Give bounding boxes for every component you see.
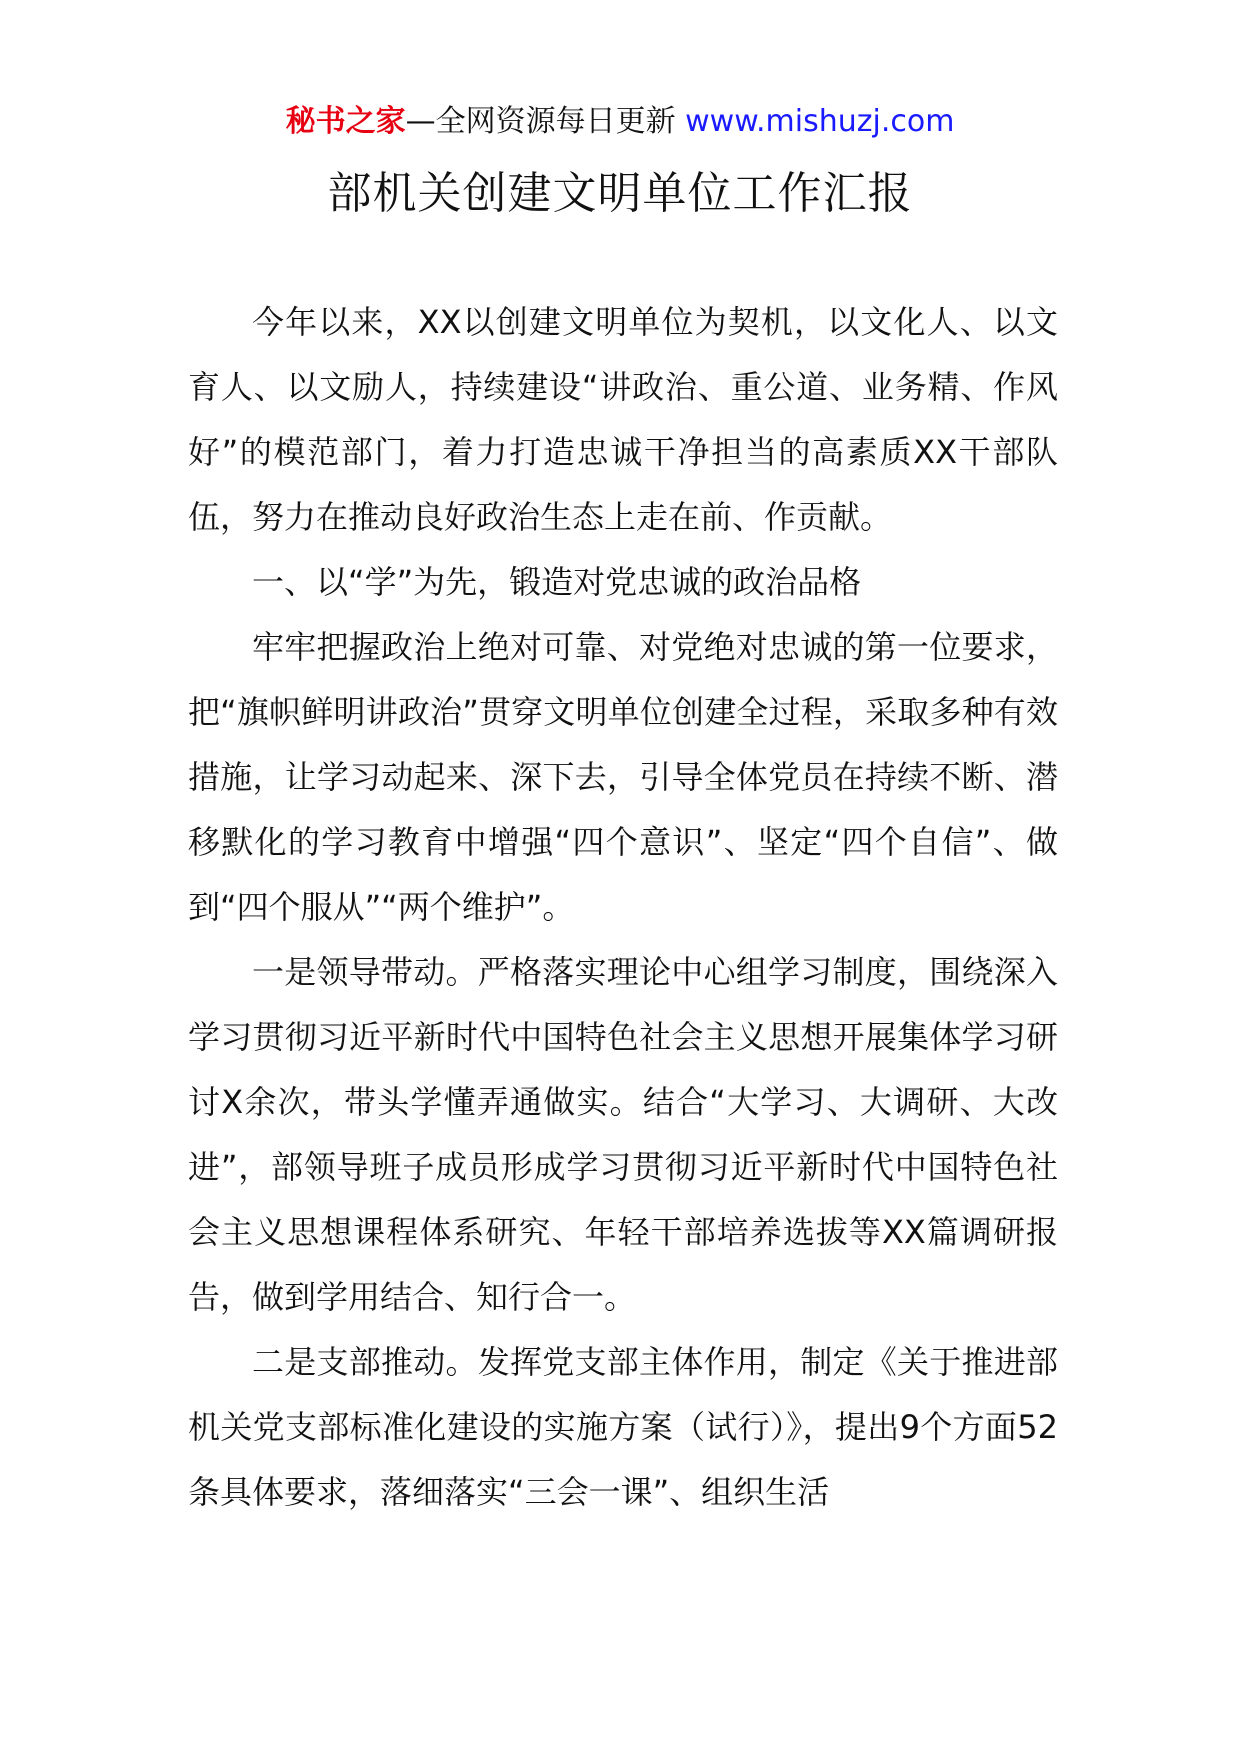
website-link[interactable]: www.mishuzj.com [685, 104, 955, 139]
branch-paragraph: 二是支部推动。发挥党支部主体作用，制定《关于推进部机关党支部标准化建设的实施方案（试行）》，提出9个方面52条具体要求，落细落实“三会一课”、组织生活 [188, 1343, 1058, 1511]
document-body [188, 290, 1058, 1525]
document-title: 部机关创建文明单位工作汇报 [327, 168, 913, 219]
section-1-paragraph: 牢牢把握政治上绝对可靠、对党绝对忠诚的第一位要求，把“旗帜鲜明讲政治”贯穿文明单位创建全过程，采取多种有效措施，让学习动起来、深下去，引导全体党员在持续不断、潜移默化的学习教育中增强“四个意识”、坚定“四个自信”、做到“四个服从”“两个维护”。 [188, 628, 1058, 926]
leadership-paragraph: 一是领导带动。严格落实理论中心组学习制度，围绕深入学习贯彻习近平新时代中国特色社会主义思想开展集体学习研讨X余次，带头学懂弄通做实。结合“大学习、大调研、大改进”，部领导班子成员形成学习贯彻习近平新时代中国特色社会主义思想课程体系研究、年轻干部培养选拔等XX篇调研报告，做到学用结合、知行合一。 [188, 953, 1058, 1316]
banner-slogan: —全网资源每日更新 [405, 104, 676, 139]
brand-name: 秘书之家 [285, 104, 406, 139]
intro-paragraph: 今年以来，XX以创建文明单位为契机，以文化人、以文育人、以文励人，持续建设“讲政治、重公道、业务精、作风好”的模范部门，着力打造忠诚干净担当的高素质XX干部队伍，努力在推动良好政治生态上走在前、作贡献。 [188, 303, 1058, 536]
site-banner [0, 100, 1240, 144]
section-heading-1: 一、以“学”为先，锻造对党忠诚的政治品格 [252, 563, 862, 601]
